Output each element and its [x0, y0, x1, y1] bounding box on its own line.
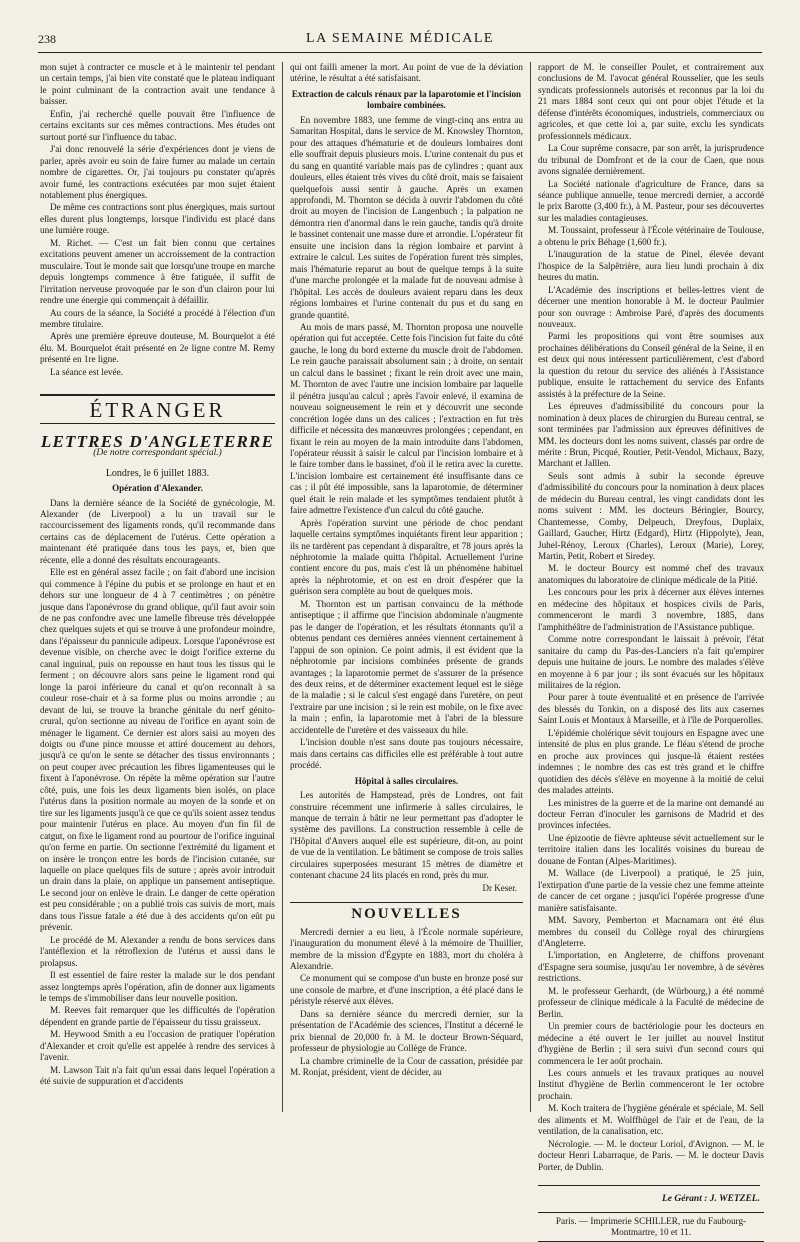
paragraph: Au mois de mars passé, M. Thornton proposa une nouvelle opération qui fut acceptée. Cette fois l'incision fut faite du côté gauche, le long du bord externe du muscle droit de l'abdomen. Le rein gauche paraissait absolument sain ; à droite, on sentait un calcul dans le bassinet ; fixant le rein droit avec une main, M. Thornton de avec l'autre une incision lombaire par laquelle il pénétra jusqu'au calcul ; après l'avoir enlevé, il examina de nouveau soigneusement le rein et y découvrit une seconde concrétion logée dans un des calices ; l'extraction en fut très difficile et nécessita des manœuvres prolongées ; cependant, en fixant le rein au moyen de la main introduite dans l'abdomen, l'opérateur réussit à saisir le calcul par l'incision lombaire et à le faire tomber dans le bassinet, d'où il le retira avec la curette. L'incision lombaire est certainement été insuffisante dans ce cas ; il pût été impossible, sans la laparotomie, de déterminer quel était le rein malade et les symptômes tendaient plutôt à faire admettre l'existence d'un calcul du côté gauche.: [290, 322, 523, 517]
news-item: M. Toussaint, professeur à l'École vétérinaire de Toulouse, a obtenu le prix Béhage (1,600 fr.).: [538, 225, 764, 248]
page-number: 238: [38, 32, 56, 47]
news-item: Un premier cours de bactériologie pour les docteurs en médecine a été ouvert le 1er juillet au nouvel Institut d'hygiène de Berlin ; il sera suivi d'un second cours qui commencera le 1er août prochain.: [538, 1021, 764, 1067]
section-heading: NOUVELLES: [290, 902, 523, 920]
printer-imprint: Paris. — Imprimerie SCHILLER, rue du Faubourg-Montmartre, 10 et 11.: [538, 1212, 764, 1242]
paragraph: Enfin, j'ai recherché quelle pouvait être l'influence de certains excitants sur ces mêmes contractions. Mes études ont surtout porté sur l'influence du tabac.: [40, 109, 275, 143]
news-item: M. Wallace (de Liverpool) a pratiqué, le 25 juin, l'extirpation d'une partie de la vessie chez une femme atteinte de cancer de cet organe ; jusqu'ici l'opérée progresse d'une manière satisfaisante.: [538, 868, 764, 914]
news-item: MM. Savory, Pemberton et Macnamara ont été élus membres du conseil du Collège royal des chirurgiens d'Angleterre.: [538, 915, 764, 949]
news-item: Ce monument qui se compose d'un buste en bronze posé sur une console de marbre, et d'une inscription, a été placé dans le péristyle réservé aux élèves.: [290, 973, 523, 1007]
subsection-title: Extraction de calculs rénaux par la laparotomie et l'incision lombaire combinées.: [290, 89, 523, 112]
obituary-item: Nécrologie. — M. le docteur Loriol, d'Avignon. — M. le docteur Henri Labarraque, de Paris. — M. le docteur Davis Porter, de Dublin.: [538, 1139, 764, 1173]
paragraph: M. Richet. — C'est un fait bien connu que certaines excitations peuvent amener un accroissement de la contraction musculaire. Tout le monde sait que lorsqu'une troupe en marche depuis longtemps commence à être fatiguée, il suffit de l'irritation nerveuse provoquée par le son d'un clairon pour lui rendre une énergie qui commençait à défaillir.: [40, 238, 275, 307]
news-item: Les cours annuels et les travaux pratiques au nouvel Institut d'hygiène de Berlin commenceront le 1er octobre prochain.: [538, 1068, 764, 1102]
news-item: Comme notre correspondant le laissait à prévoir, l'état sanitaire du camp du Pas-des-Lanciers n'a fait qu'empirer depuis une huitaine de jours. Le nombre des malades s'élève en moyenne à 6 par jour ; ils sont évacués sur les hôpitaux militaires de la région.: [538, 634, 764, 691]
column-1: [40, 62, 275, 1112]
page-header: [38, 30, 762, 53]
paragraph: La séance est levée.: [40, 367, 275, 378]
paragraph: J'ai donc renouvelé la série d'expériences dont je viens de parler, après avoir eu soin de faire fumer au malade un certain nombre de cigarettes. Or, j'ai toujours pu constater qu'après avoir fumé, les contractions exécutées par mon sujet étaient notablement plus énergiques.: [40, 144, 275, 201]
news-item: Dans sa dernière séance du mercredi dernier, sur la présentation de l'Académie des sciences, l'Institut a décerné le prix biennal de 20,000 fr. à M. le docteur Brown-Séquard, professeur de physiologie au Collège de France.: [290, 1009, 523, 1055]
paragraph: L'incision double n'est sans doute pas toujours nécessaire, mais dans certains cas difficiles elle est préférable à tout autre procédé.: [290, 737, 523, 771]
section-heading: ÉTRANGER: [40, 394, 275, 423]
paragraph: M. Heywood Smith a eu l'occasion de pratiquer l'opération d'Alexander et croit qu'elle est appelée à rendre des services à l'avenir.: [40, 1029, 275, 1063]
author-signature: Dr Keser.: [290, 883, 517, 894]
news-item: Mercredi dernier a eu lieu, à l'École normale supérieure, l'inauguration du monument élevé à la mémoire de Thuillier, membre de la mission d'Égypte en 1883, mort du choléra à Alexandrie.: [290, 927, 523, 973]
paragraph: De même ces contractions sont plus énergiques, mais surtout elles durent plus longtemps, lorsque l'individu est placé dans une lumière rouge.: [40, 202, 275, 236]
news-item: L'importation, en Angleterre, de chiffons provenant d'Espagne sera soumise, jusqu'au 1er novembre, à de sévères restrictions.: [538, 950, 764, 984]
paragraph: Dans la dernière séance de la Société de gynécologie, M. Alexander (de Liverpool) a lu un travail sur le raccourcissement des ligaments ronds, qu'il recommande dans certains cas de déplacement de l'utérus. Cette opération a maintenant été pratiquée dans tous les pays, et, bien que récente, elle a donné des résultats encourageants.: [40, 498, 275, 567]
news-item: M. Koch traitera de l'hygiène générale et spéciale, M. Sell des aliments et M. Wolffhügel de l'air et de l'eau, de la ventilation, de la canalisation, etc.: [538, 1103, 764, 1137]
paragraph: Il est essentiel de faire rester la malade sur le dos pendant assez longtemps après l'opération, afin de donner aux ligaments le temps de s'immobiliser dans leur nouvelle position.: [40, 970, 275, 1004]
journal-title: LA SEMAINE MÉDICALE: [38, 31, 762, 47]
dateline: Londres, le 6 juillet 1883.: [40, 468, 275, 479]
column-divider: [282, 62, 283, 1112]
paragraph: Les autorités de Hampstead, près de Londres, ont fait construire récemment une infirmerie à salles circulaires, le manque de terrain à bâtir ne leur permettant pas d'adopter le système des pavillons. La construction ressemble à celle de l'Hôpital d'Anvers auquel elle est supérieure, dit-on, au point de vue de la ventilation. Le bâtiment se compose de trois salles circulaires superposées mesurant 15 mètres de diamètre et contenant chacune 24 lits placés en rond, près du mur.: [290, 790, 523, 882]
news-item: L'épidémie cholérique sévit toujours en Espagne avec une intensité de plus en plus grande. Le fléau s'étend de proche en proche aux provinces qui jusque-là étaient restées indemnes ; le nombre des cas est très grand et le chiffre quotidien des décès s'élève en moyenne à la moitié de celui des malades atteints.: [538, 728, 764, 797]
paragraph: M. Lawson Tait n'a fait qu'un essai dans lequel l'opération a été suivie de suppuration et d'accidents: [40, 1065, 275, 1088]
column-2: [290, 62, 523, 1112]
news-item: Parmi les propositions qui vont être soumises aux prochaines délibérations du Conseil général de la Seine, il en est deux qui nous intéressent particulièrement, c'est d'abord la question du retour du service des aliénés à l'Assistance publique, ensuite le rattachement du service des Enfants assistés à la préfecture de la Seine.: [538, 331, 764, 400]
paragraph: Le procédé de M. Alexander a rendu de bons services dans l'antéflexion et la rétroflexion de l'utérus et aussi dans le prolapsus.: [40, 935, 275, 969]
article-title: LETTRES D'ANGLETERRE: [40, 436, 275, 447]
news-item: Les épreuves d'admissibilité du concours pour la nomination à deux places de chirurgien du Bureau central, se sont terminées par l'admission aux épreuves définitives de MM. les docteurs dont les noms suivent, classés par ordre de mérite : Brun, Picqué, Routier, Petit-Vendol, Michaux, Bazy, Marchant et Jalllen.: [538, 401, 764, 470]
news-item: Pour parer à toute éventualité et en présence de l'arrivée des blessés du Tonkin, on a disposé des lits aux casernes Saint Louis et Montaux à Marseille, et à l'île de Porquerolles.: [538, 692, 764, 726]
paragraph: qui ont failli amener la mort. Au point de vue de la déviation utérine, le résultat a été satisfaisant.: [290, 62, 523, 85]
paragraph: Après l'opération survint une période de choc pendant laquelle certains symptômes inquiétants firent leur apparition ; ils ne tardèrent pas cependant à disparaître, et 78 jours après la néphrotomie la malade quitta l'hôpital. Actuellement l'urine contient encore du pus, mais c'est là un phénomène habituel après la néphrotomie, et on est en droit d'espérer que la guérison sera complète au bout de quelques mois.: [290, 518, 523, 598]
article-byline: (De notre correspondant spécial.): [40, 448, 275, 459]
paragraph: M. Thornton est un partisan convaincu de la méthode antiseptique ; il affirme que l'incision abdominale n'augmente pas le danger de l'opération, et les résultats étonnants qu'il a obtenus pendant ces dernières années viennent certainement à l'appui de son opinion. Ce point admis, il est évident que la néphrotomie par incisions combinées présente de grands avantages ; la laparotomie permet de s'assurer de la présence des deux reins, et de déterminer exactement lequel est le siège de la maladie ; si le calcul s'est engagé dans l'uretère, on peut l'extraire par une incision ; si le rein est mobile, on le fixe avec la main ; enfin, la laparotomie met à l'abri de la blessure accidentelle de l'uretère et des vaisseaux du hile.: [290, 599, 523, 736]
paragraph: En novembre 1883, une femme de vingt-cinq ans entra au Samaritan Hospital, dans le service de M. Knowsley Thornton, pour des attaques d'hématurie et de douleurs lombaires dont elle souffrait depuis plusieurs mois. L'urine contenait du pus et du sang en quantité variable mais pas de cylindres ; quant aux douleurs, elles étaient très vives du côté droit, mais se faisaient quelquefois aussi sentir à gauche. Après un examen approfondi, M. Thornton se décida à ouvrir l'abdomen du côté droit au moyen de l'incision de Langenbuch ; la palpation ne démontra rien d'anormal dans le rein gauche, tandis qu'à droite le bassinet contenait une masse dure et arrondie. L'opérateur fit ensuite une incision dans la région lombaire et parvint à extraire le calcul. Les suites de l'opération furent très simples, mais l'hématurie reparut au bout de quelque temps à la suite d'une marche prolongée et la malade fut de nouveau admise à l'hôpital. Les accès de douleurs avaient reparu dans les deux régions lombaires et l'urine contenait du pus et du sang en grande quantité.: [290, 115, 523, 321]
news-item: Une épizootie de fièvre aphteuse sévit actuellement sur le territoire italien dans les localités voisines du bureau de douane de Fontan (Alpes-Maritimes).: [538, 833, 764, 867]
paragraph: mon sujet à contracter ce muscle et à le maintenir tel pendant un certain temps, j'ai bien vite constaté que le plateau indiquant le point culminant de la contraction avait une tendance à baisser.: [40, 62, 275, 108]
news-item: La Cour suprême consacre, par son arrêt, la jurisprudence du tribunal de Domfront et de la cour de Caen, que nous avons signalée dernièrement.: [538, 143, 764, 177]
paragraph: Elle est en général assez facile ; on fait d'abord une incision qui commence à l'épine du pubis et se prolonge en haut et en dehors sur une longueur de 4 à 7 centimètres ; on pénètre jusque dans l'aponévrose du grand oblique, qu'il faut avoir soin de ne pas confondre avec une lamelle fibreuse très développée chez quelques sujets et qui se trouve à une profondeur moindre, dans l'épaisseur du pannicule adipeux. Lorsque l'aponévrose est devenue visible, on cherche avec le doigt l'orifice externe du canal inguinal, puis on repousse en haut tous les tissus qui le ferment ; on découvre alors sans peine le ligament rond qui longe la paroi inférieure du canal et qu'on reconnaît à sa couleur rose-chair et à sa forme plus ou moins arrondie ; au devant de lui, se trouve la branche génitale du nerf génito-crural, qu'on sectionne au niveau de l'orifice en ayant soin de ménager le ligament. Ce dernier est alors saisi au moyen des doigts ou d'une pince mousse et attiré doucement au dehors, jusqu'à ce qu'on le sente se détacher des tissus environnants ; on peut couper avec précaution les fibres ligamenteuses qui le fixent à l'aponévrose. On répète la même opération sur l'autre côté, puis, une fois les deux ligaments bien isolés, on place l'utérus dans la position normale au moyen de la sonde et on tire sur les ligaments jusqu'à ce que ce qu'ils soient assez tendus pour maintenir l'utérus en place. Au moyen d'un fin fil de catgut, on fixe le ligament rond au pourtour de l'orifice inguinal qu'on ferme en partie. On sectionne l'extrémité du ligament et on insère le tronçon entre les bords de l'incision cutanée, sur laquelle on place quelques fils de suture ; après avoir introduit un drain dans la plaie, on applique un pansement antiseptique. Le second jour on enlève le drain. Le danger de cette opération est peu considérable ; on a publié trois cas suivis de mort, mais dans tous l'issue fatale a été due à des accidents qu'on eût pu prévenir.: [40, 567, 275, 934]
news-item: M. le professeur Gerhardt, (de Würbourg,) a été nommé professeur de clinique médicale à la Faculté de médecine de Berlin.: [538, 986, 764, 1020]
news-item: La Société nationale d'agriculture de France, dans sa séance publique annuelle, tenue mercredi dernier, a accordé le prix Barotte (3,400 fr.), à M. Pasteur, pour ses découvertes sur les maladies contagieuses.: [538, 179, 764, 225]
news-item: rapport de M. le conseiller Poulet, et contrairement aux conclusions de M. l'avocat général Rousselier, que les seuls syndicats professionnels autorisés et reconnus par la loi du 21 mars 1884 sont ceux qui ont pour objet l'étude et la défense d'intérêts économiques, industriels, commerciaux ou agricoles, et que cette loi a, par suite, exclu les syndicats professionnels médicaux.: [538, 62, 764, 142]
news-item: L'inauguration de la statue de Pinel, élevée devant l'hospice de la Salpêtrière, aura lieu lundi prochain à dix heures du matin.: [538, 249, 764, 283]
paragraph: Après une première épreuve douteuse, M. Bourquelot a été élu. M. Bourquelot était présenté en 2e ligne contre M. Remy présenté en 1re ligne.: [40, 331, 275, 365]
news-item: M. le docteur Bourcy est nommé chef des travaux anatomiques du laboratoire de clinique médicale de la Pitié.: [538, 563, 764, 586]
subsection-title: Hôpital à salles circulaires.: [290, 776, 523, 787]
news-item: L'Académie des inscriptions et belles-lettres vient de décerner une mention honorable à M. le docteur Paulmier pour son ouvrage : Ambroise Paré, d'après des documents nouveaux.: [538, 285, 764, 331]
paragraph: M. Reeves fait remarquer que les difficultés de l'opération dépendent en grande partie de l'épaisseur du tissu graisseux.: [40, 1005, 275, 1028]
column-3: [538, 62, 764, 1112]
news-item: Les concours pour les prix à décerner aux élèves internes en médecine des hôpitaux et hospices civils de Paris, commenceront le mardi 3 novembre, 1885, dans l'amphithéâtre de l'administration de l'Assistance publique.: [538, 587, 764, 633]
subsection-title: Opération d'Alexander.: [40, 483, 275, 494]
news-item: Les ministres de la guerre et de la marine ont demandé au docteur Ferran d'inoculer les garnisons de Madrid et des provinces infectées.: [538, 798, 764, 832]
gerant-signature: Le Gérant : J. WETZEL.: [538, 1185, 760, 1205]
column-divider: [530, 62, 531, 1112]
news-item: La chambre criminelle de la Cour de cassation, présidée par M. Ronjat, président, vient de décider, au: [290, 1056, 523, 1079]
paragraph: Au cours de la séance, la Société a procédé à l'élection d'un membre titulaire.: [40, 308, 275, 331]
news-item: Seuls sont admis à subir la seconde épreuve d'admissibilité du concours pour la nomination à deux places de médecin du Bureau central, les vingt candidats dont les noms suivent : MM. les docteurs Béringier, Bourcy, Chantemesse, Comby, Delpeuch, Dreyfous, Duplaix, Gaillard, Gaucher, Hirtz (Edgard), Hirtz (Hippolyte), Jean, Juhel-Rénoy, Leroux (Charles), Leroux (Marie), Lorey, Martin, Petit, Robert et Siredey.: [538, 471, 764, 563]
